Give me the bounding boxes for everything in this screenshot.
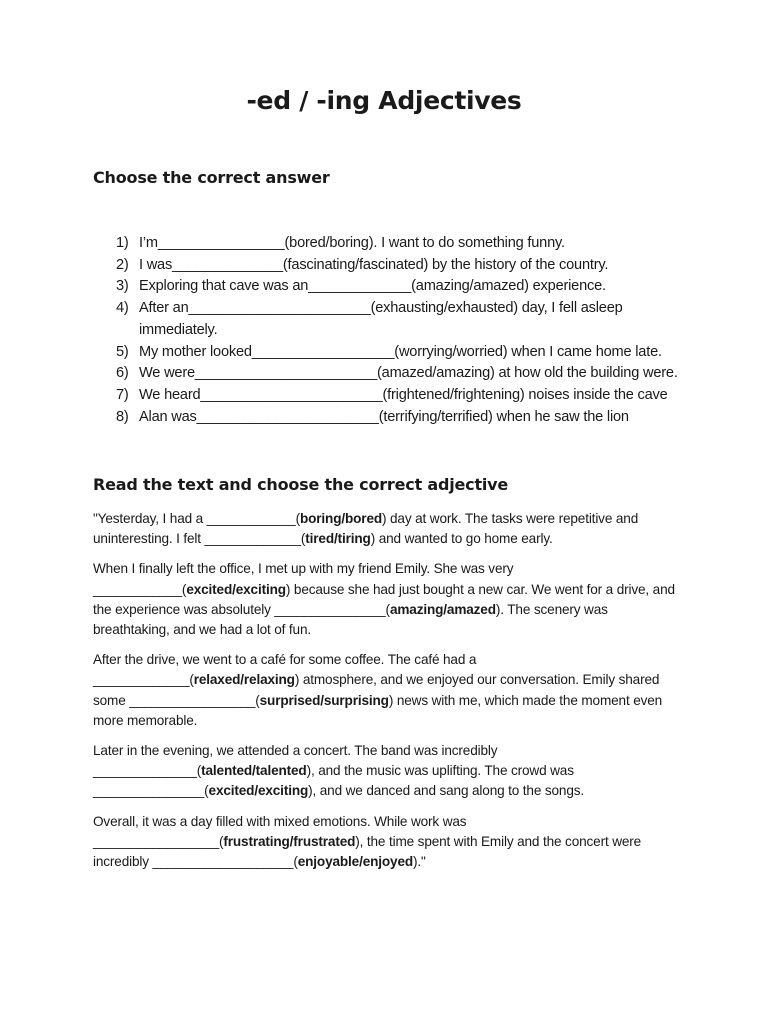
paragraph (93, 559, 683, 640)
page-title: -ed / -ing Adjectives (246, 86, 522, 115)
paragraph-text: ) day at work. The tasks were repetitive and uninteresting. I felt _____________( (93, 511, 639, 547)
item-number: 8) (116, 408, 129, 425)
list-item (116, 342, 696, 364)
item-text: We were_______________________(amazed/amazing) at how old the building were. (139, 365, 678, 382)
item-number: 2) (116, 256, 129, 273)
paragraph-text: ), the time spent with Emily and the concert were incredibly ___________________( (93, 833, 642, 870)
item-text: I’m________________(bored/boring). I want to do something funny. (139, 235, 565, 251)
item-text: After an_______________________(exhausting/exhausted) day, I fell asleep immediately. (139, 300, 623, 338)
adjective-choice: amazing/amazed (389, 601, 496, 617)
list-item (116, 276, 696, 298)
item-text: We heard_______________________(frightened/frightening) noises inside the cave (139, 386, 668, 403)
adjective-choice: excited/exciting (186, 581, 286, 597)
paragraph-text: Later in the evening, we attended a concert. The band was incredibly ______________( (93, 743, 498, 779)
item-text: Exploring that cave was an_____________(amazing/amazed) experience. (139, 278, 606, 295)
item-text: My mother looked__________________(worrying/worried) when I came home late. (139, 343, 662, 360)
item-number: 1) (116, 235, 129, 251)
item-number: 5) (116, 343, 129, 360)
paragraph-text: ) news with me, which made the moment even more memorable. (93, 692, 663, 728)
adjective-choice: frustrating/frustrated (223, 833, 356, 849)
list-item (116, 255, 696, 277)
list-item (116, 407, 696, 429)
paragraph-text: When I finally left the office, I met up with my friend Emily. She was very ____________( (93, 561, 514, 597)
paragraph-text: After the drive, we went to a café for some coffee. The café had a _____________( (93, 652, 477, 688)
exercise-list (116, 233, 696, 428)
adjective-choice: relaxed/relaxing (193, 672, 295, 688)
paragraph-text: ) and wanted to go home early. (370, 531, 553, 547)
adjective-choice: excited/exciting (208, 783, 309, 799)
item-number: 7) (116, 386, 129, 403)
paragraph-text: ). The scenery was breathtaking, and we had a lot of fun. (93, 601, 608, 638)
paragraph-text: ) atmosphere, and we enjoyed our conversation. Emily shared some _________________( (93, 672, 660, 708)
paragraph (93, 650, 683, 731)
item-text: Alan was_______________________(terrifying/terrified) when he saw the lion (139, 408, 629, 425)
adjective-choice: tired/tiring (305, 531, 371, 547)
paragraph-text: Overall, it was a day filled with mixed emotions. While work was _________________( (93, 813, 467, 849)
list-item (116, 298, 696, 341)
item-number: 3) (116, 278, 129, 295)
paragraph (93, 741, 683, 802)
paragraph-text: ) because she had just bought a new car. We went for a drive, and the experience was absolutely _______________( (93, 581, 675, 617)
item-text: I was______________(fascinating/fascinated) by the history of the country. (139, 256, 609, 273)
section-heading-choose: Choose the correct answer (93, 168, 330, 187)
reading-text (93, 509, 683, 882)
section-heading-read: Read the text and choose the correct adjective (93, 475, 509, 494)
adjective-choice: boring/bored (299, 511, 383, 526)
paragraph-text: )." (413, 854, 426, 870)
paragraph-text: ), and the music was uplifting. The crowd was _______________( (93, 763, 574, 799)
list-item (116, 363, 696, 385)
paragraph (93, 509, 683, 549)
paragraph (93, 812, 683, 873)
adjective-choice: enjoyable/enjoyed (297, 854, 414, 870)
paragraph-text: "Yesterday, I had a ____________( (93, 511, 300, 526)
item-number: 6) (116, 365, 129, 382)
paragraph-text: ), and we danced and sang along to the songs. (308, 783, 585, 799)
adjective-choice: talented/talented (201, 763, 307, 779)
item-number: 4) (116, 300, 129, 317)
list-item (116, 233, 696, 255)
adjective-choice: surprised/surprising (259, 692, 389, 708)
list-item (116, 385, 696, 407)
